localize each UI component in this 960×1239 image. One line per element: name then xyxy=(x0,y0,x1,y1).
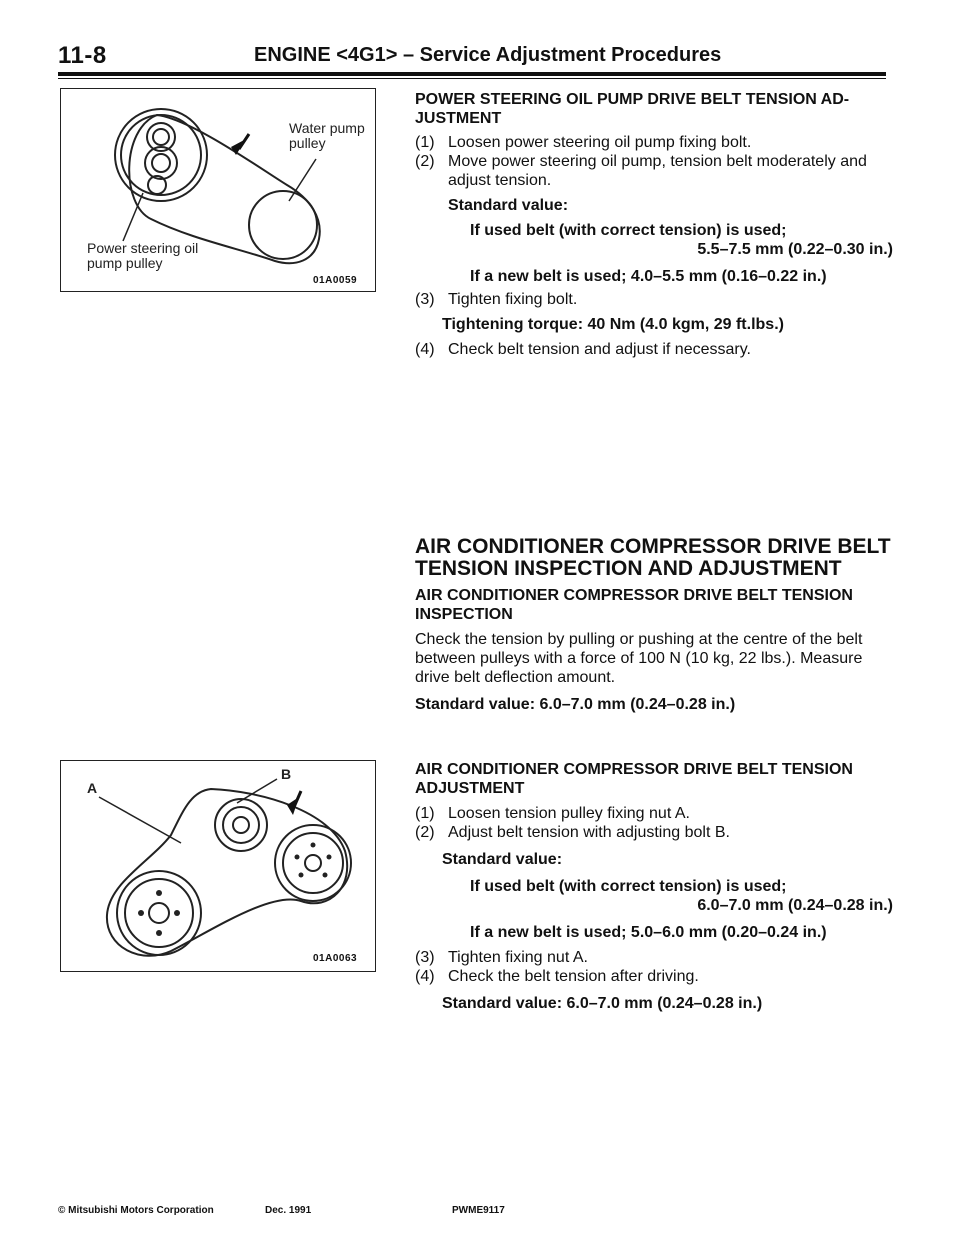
footer-copyright: © Mitsubishi Motors Corporation xyxy=(58,1205,214,1216)
ps-step-4 xyxy=(415,340,893,359)
step-text: Move power steering oil pump, tension belt moderately and adjust tension. xyxy=(448,153,867,189)
step-number: (1) xyxy=(415,805,435,822)
step-text: Check belt tension and adjust if necessary. xyxy=(448,341,751,358)
ac-step-1 xyxy=(415,804,893,823)
ac-used-value: 6.0–7.0 mm (0.24–0.28 in.) xyxy=(697,897,893,914)
header-rule xyxy=(58,72,886,76)
footer-date: Dec. 1991 xyxy=(265,1205,312,1216)
step-text: Loosen power steering oil pump fixing bolt. xyxy=(448,134,752,151)
ps-new-belt: If a new belt is used; 4.0–5.5 mm (0.16–0.22 in.) xyxy=(470,268,827,285)
ac-inspection-standard: Standard value: 6.0–7.0 mm (0.24–0.28 in.) xyxy=(415,696,736,713)
ac-adjustment-section xyxy=(415,760,893,1013)
ps-section xyxy=(415,90,893,359)
figure-code: 01A0063 xyxy=(313,953,358,964)
page-number: 11-8 xyxy=(58,42,107,69)
ac-standard-label: Standard value: xyxy=(442,851,563,868)
step-number: (2) xyxy=(415,824,435,841)
figure-code: 01A0059 xyxy=(313,275,358,286)
step-text: Loosen tension pulley fixing nut A. xyxy=(448,805,690,822)
footer-code: PWME9117 xyxy=(452,1205,505,1216)
ps-step-2 xyxy=(415,152,893,190)
header-thin-rule xyxy=(58,78,886,79)
figure-ac-compressor-belt xyxy=(60,760,376,972)
label-b: B xyxy=(281,766,292,782)
ps-used-belt: If used belt (with correct tension) is used; xyxy=(470,222,787,239)
ac-belt-diagram xyxy=(61,761,375,971)
step-number: (3) xyxy=(415,291,435,308)
step-text: Tighten fixing nut A. xyxy=(448,949,588,966)
ps-used-value: 5.5–7.5 mm (0.22–0.30 in.) xyxy=(697,241,893,258)
step-text: Adjust belt tension with adjusting bolt B. xyxy=(448,824,730,841)
label-a: A xyxy=(87,780,98,796)
ac-inspection-text: Check the tension by pulling or pushing at the centre of the belt between pulleys with a force of 100 N (10 kg, 22 lbs.). Measure drive belt deflection amount. xyxy=(415,631,863,686)
ps-step-3 xyxy=(415,290,893,309)
ac-new-belt: If a new belt is used; 5.0–6.0 mm (0.20–0.24 in.) xyxy=(470,924,827,941)
step-number: (4) xyxy=(415,341,435,358)
ac-heading: AIR CONDITIONER COMPRESSOR DRIVE BELT TENSION INSPECTION AND ADJUSTMENT xyxy=(415,535,891,580)
ac-used-belt: If used belt (with correct tension) is used; xyxy=(470,878,787,895)
ac-adjustment-heading: AIR CONDITIONER COMPRESSOR DRIVE BELT TENSION ADJUSTMENT xyxy=(415,761,853,797)
ps-pump-label: Power steering oil pump pulley xyxy=(87,240,199,271)
ac-after-standard: Standard value: 6.0–7.0 mm (0.24–0.28 in.) xyxy=(442,995,763,1012)
step-text: Check the belt tension after driving. xyxy=(448,968,699,985)
ps-heading: POWER STEERING OIL PUMP DRIVE BELT TENSION AD- JUSTMENT xyxy=(415,91,850,127)
ps-step-1 xyxy=(415,133,893,152)
step-number: (1) xyxy=(415,134,435,151)
ac-step-4 xyxy=(415,967,893,986)
ps-standard-label: Standard value: xyxy=(448,197,569,214)
ac-section xyxy=(415,536,893,714)
step-number: (4) xyxy=(415,968,435,985)
step-number: (3) xyxy=(415,949,435,966)
ps-torque: Tightening torque: 40 Nm (4.0 kgm, 29 ft.lbs.) xyxy=(442,316,784,333)
ac-inspection-heading: AIR CONDITIONER COMPRESSOR DRIVE BELT TENSION INSPECTION xyxy=(415,587,853,623)
ac-step-2 xyxy=(415,823,893,842)
page-title: ENGINE <4G1> – Service Adjustment Procedures xyxy=(254,44,722,66)
figure-ps-pump-belt xyxy=(60,88,376,292)
ac-step-3 xyxy=(415,948,893,967)
step-text: Tighten fixing bolt. xyxy=(448,291,578,308)
water-pump-label: Water pump pulley xyxy=(289,120,365,151)
step-number: (2) xyxy=(415,153,435,170)
